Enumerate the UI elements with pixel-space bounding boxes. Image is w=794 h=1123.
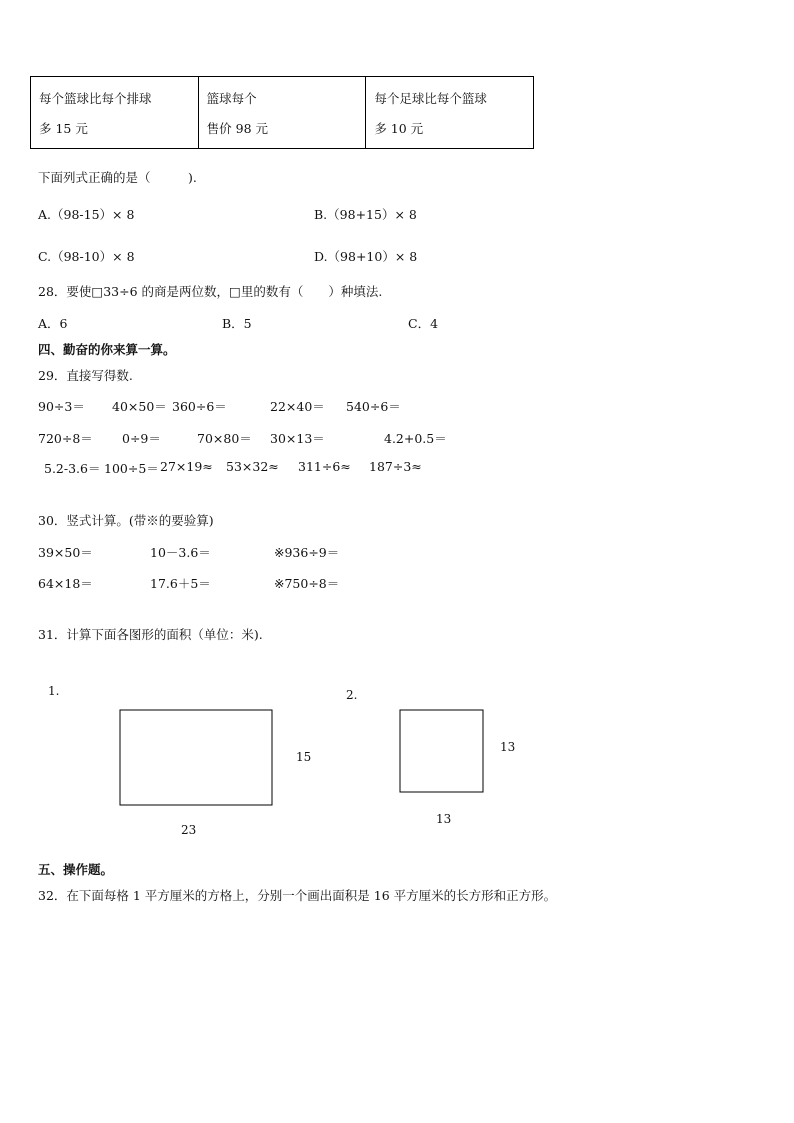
q29-item: 70×80＝ xyxy=(197,431,252,446)
q29-item: 53×32≈ xyxy=(226,459,279,474)
cell-line2: 多 15 元 xyxy=(39,121,88,136)
section-4-heading: 四、勤奋的你来算一算。 xyxy=(38,342,176,357)
q29-prompt: 29．直接写得数. xyxy=(38,368,133,383)
cell-line1: 篮球每个 xyxy=(206,91,257,106)
cell-line2: 多 10 元 xyxy=(374,121,424,136)
q29-item: 4.2+0.5＝ xyxy=(384,431,447,446)
q29-item: 540÷6＝ xyxy=(346,399,401,414)
q28-option-a: A．6 xyxy=(38,316,68,331)
q29-item: 40×50＝ xyxy=(112,399,167,414)
q30-item: 17.6＋5＝ xyxy=(150,576,211,591)
q29-item: 27×19≈ xyxy=(160,459,213,474)
q29-item: 0÷9＝ xyxy=(122,431,161,446)
fig1-width-label: 23 xyxy=(181,823,197,837)
q27-prompt: 下面列式正确的是（ ). xyxy=(38,170,197,185)
square-shape xyxy=(400,710,483,792)
q30-prompt: 30．竖式计算。(带※的要验算) xyxy=(38,513,214,528)
q30-item: 64×18＝ xyxy=(38,576,93,591)
fig2-height-label: 13 xyxy=(500,740,516,754)
q29-item: 720÷8＝ xyxy=(38,431,93,446)
q29-item: 90÷3＝ xyxy=(38,399,85,414)
q27-option-c: C.（98-10）× 8 xyxy=(38,249,135,264)
q32-prompt: 32．在下面每格 1 平方厘米的方格上，分别一个画出面积是 16 平方厘米的长方形和正方形。 xyxy=(38,888,557,903)
q29-item: 311÷6≈ xyxy=(298,459,351,474)
q29-item: 100÷5＝ xyxy=(104,461,159,476)
q28-option-c: C．4 xyxy=(408,316,439,331)
q29-item: 360÷6＝ xyxy=(172,399,227,414)
cell-line1: 每个足球比每个篮球 xyxy=(374,91,487,106)
q30-item: 39×50＝ xyxy=(38,545,93,560)
q30-item: 10－3.6＝ xyxy=(150,545,211,560)
rectangle-shape xyxy=(120,710,272,805)
q27-option-a: A.（98-15）× 8 xyxy=(38,207,135,222)
q30-item: ※936÷9＝ xyxy=(274,545,340,560)
q27-option-b: B.（98+15）× 8 xyxy=(314,207,417,222)
q29-item: 22×40＝ xyxy=(270,399,325,414)
section-5-heading: 五、操作题。 xyxy=(38,862,114,877)
fig2-width-label: 13 xyxy=(436,812,452,826)
cell-line1: 每个篮球比每个排球 xyxy=(39,91,152,106)
q28-prompt: 28．要使□33÷6 的商是两位数，□里的数有（ ）种填法. xyxy=(38,284,383,299)
fig1-height-label: 15 xyxy=(296,750,312,764)
q30-item: ※750÷8＝ xyxy=(274,576,340,591)
q29-item: 187÷3≈ xyxy=(369,459,422,474)
cell-line2: 售价 98 元 xyxy=(206,121,269,136)
q27-option-d: D.（98+10）× 8 xyxy=(314,249,418,264)
q29-item: 30×13＝ xyxy=(270,431,325,446)
q31-prompt: 31．计算下面各图形的面积（单位：米). xyxy=(38,627,263,642)
q28-option-b: B．5 xyxy=(222,316,252,331)
fig2-label: 2. xyxy=(346,688,358,702)
fig1-label: 1. xyxy=(48,684,60,698)
q29-item: 5.2-3.6＝ xyxy=(44,461,101,476)
